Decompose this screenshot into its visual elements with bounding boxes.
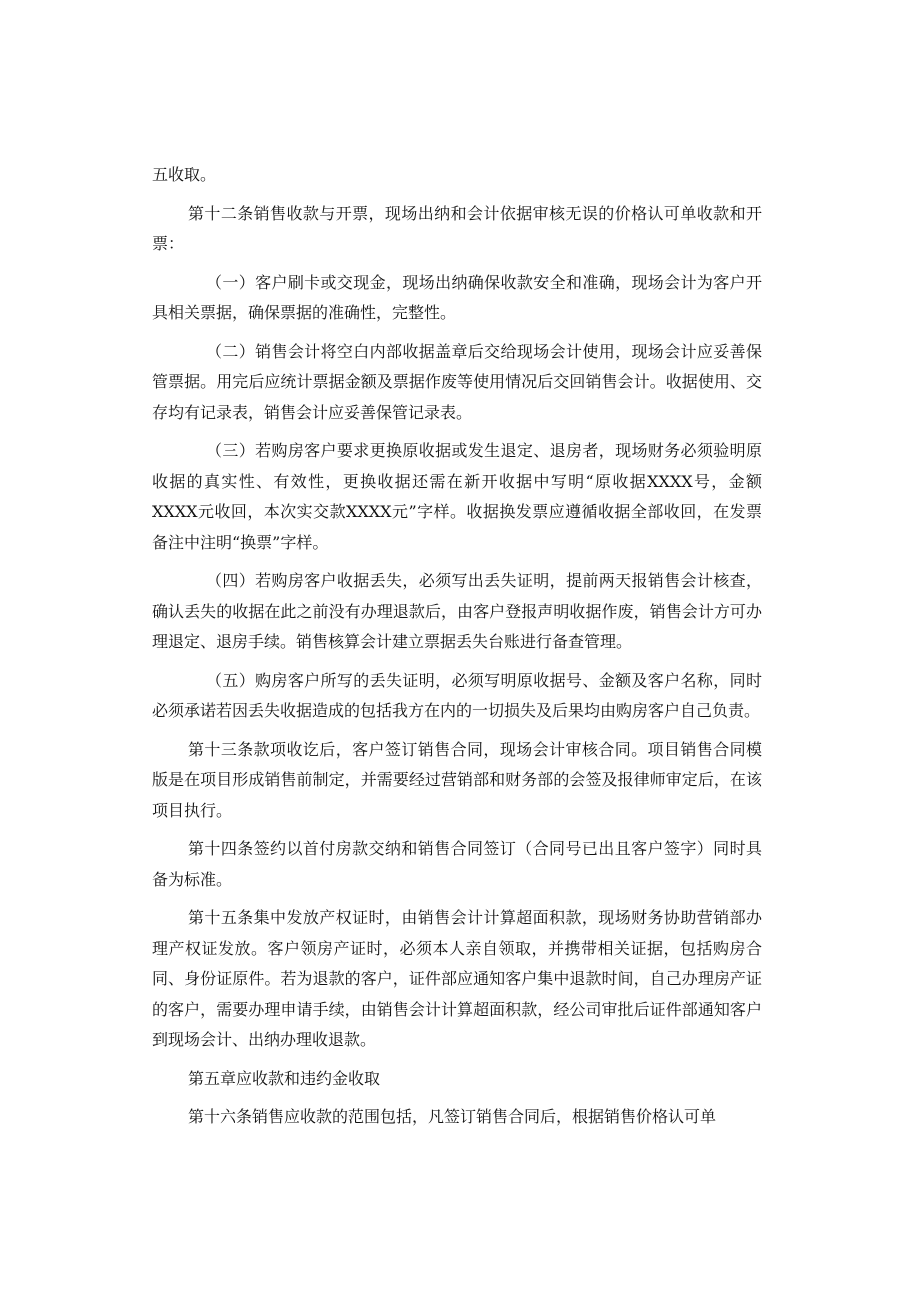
paragraph-item-4: （四）若购房客户收据丢失，必须写出丢失证明，提前两天报销售会计核查，确认丢失的收据在此之前没有办理退款后，由客户登报声明收据作废，销售会计方可办理退定、退房手续。销售核算会计建立票据丢失台账进行备查管理。: [152, 571, 762, 651]
paragraph-article-15: 第十五条集中发放产权证时，由销售会计计算超面积款，现场财务协助营销部办理产权证发放。客户领房产证时，必须本人亲自领取，并携带相关证据，包括购房合同、身份证原件。若为退款的客户，证件部应通知客户集中退款时间，自己办理房产证的客户，需要办理申请手续，由销售会计计算超面积款，经公司审批后证件部通知客户到现场会计、出纳办理收退款。: [152, 908, 762, 1049]
paragraph-article-13: 第十三条款项收讫后，客户签订销售合同，现场会计审核合同。项目销售合同模版是在项目形成销售前制定，并需要经过营销部和财务部的会签及报律师审定后，在该项目执行。: [152, 739, 762, 820]
paragraph-article-14: 第十四条签约以首付房款交纳和销售合同签订（合同号已出且客户签字）同时具备为标准。: [152, 839, 762, 889]
paragraph-item-2: （二）销售会计将空白内部收据盖章后交给现场会计使用，现场会计应妥善保管票据。用完后应统计票据金额及票据作废等使用情况后交回销售会计。收据使用、交存均有记录表，销售会计应妥善保管记录表。: [152, 341, 762, 422]
paragraph-item-5: （五）购房客户所写的丢失证明，必须写明原收据号、金额及客户名称，同时必须承诺若因丢失收据造成的包括我方在内的一切损失及后果均由购房客户自己负责。: [152, 670, 762, 720]
paragraph-continuation: 五收取。: [152, 165, 217, 184]
paragraph-item-1: （一）客户刷卡或交现金，现场出纳确保收款安全和准确，现场会计为客户开具相关票据，确保票据的准确性，完整性。: [152, 272, 762, 322]
paragraph-article-12: 第十二条销售收款与开票，现场出纳和会计依据审核无误的价格认可单收款和开票：: [152, 203, 762, 253]
paragraph-item-3: （三）若购房客户要求更换原收据或发生退定、退房者，现场财务必须验明原收据的真实性、有效性，更换收据还需在新开收据中写明“原收据XXXX号，金额XXXX元收回，本次实交款XXXX元”字样。收据换发票应遵循收据全部收回，在发票备注中注明“换票”字样。: [152, 441, 762, 552]
chapter-heading: 第五章应收款和违约金收取: [188, 1068, 381, 1088]
document-body: [152, 160, 762, 1141]
paragraph-article-16: 第十六条销售应收款的范围包括，凡签订销售合同后，根据销售价格认可单: [188, 1107, 717, 1126]
